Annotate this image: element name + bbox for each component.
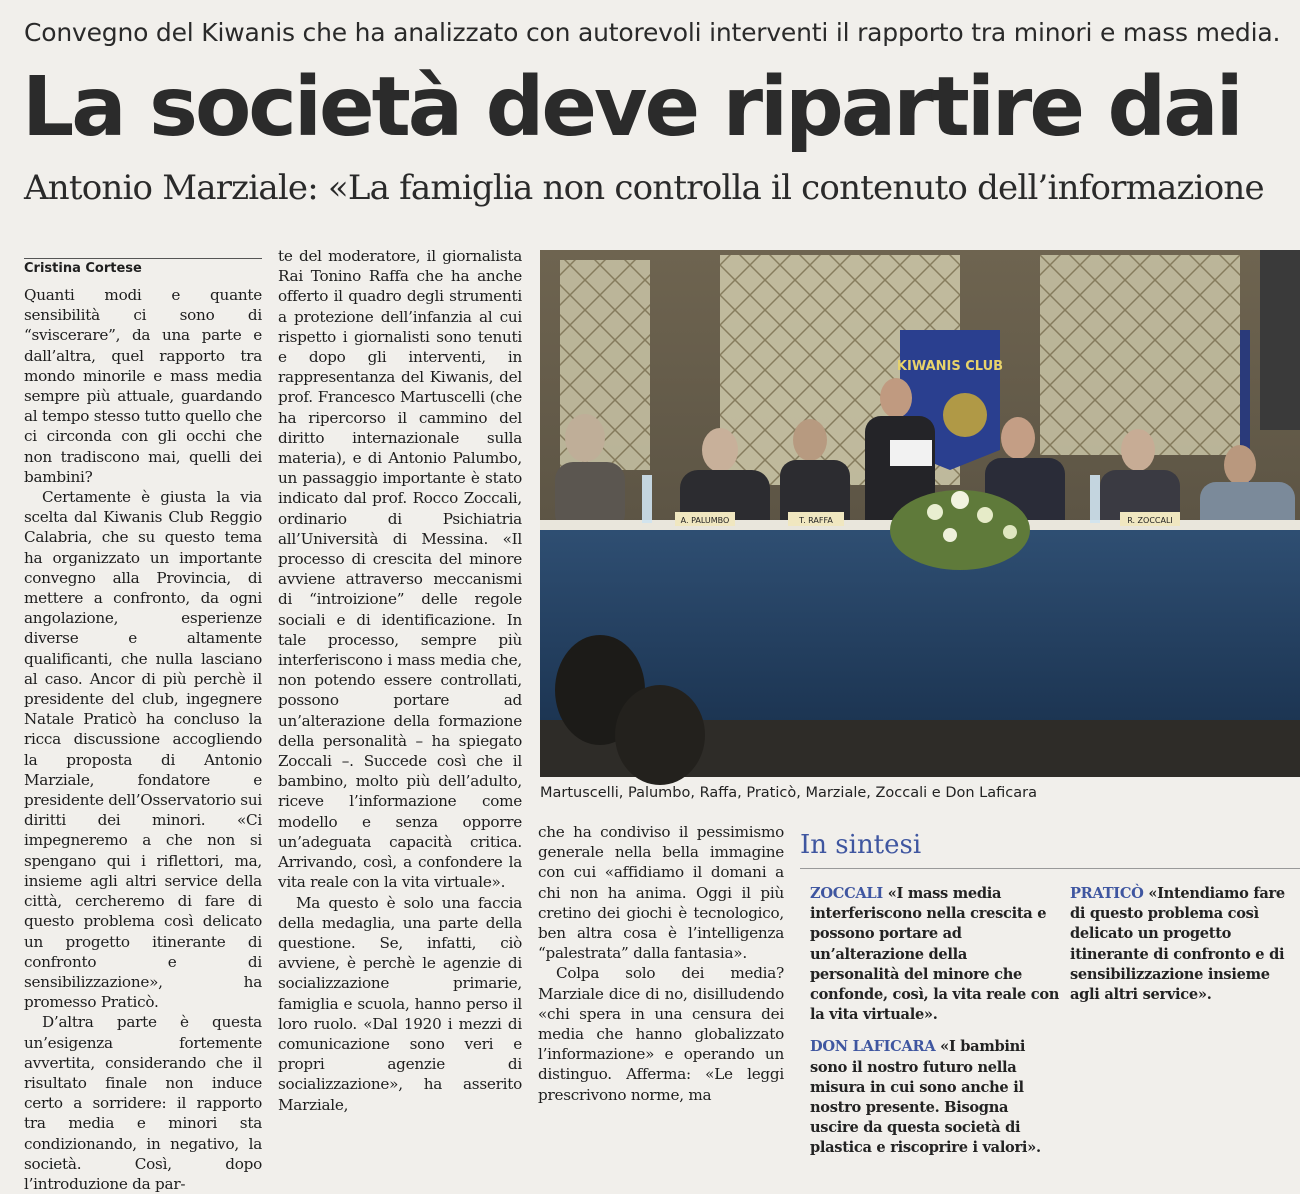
sintesi-speaker: PRATICÒ — [1070, 885, 1144, 902]
article-kicker: Convegno del Kiwanis che ha analizzato con autorevoli interventi il rapporto tra minori e mass media. — [24, 18, 1281, 47]
conference-photo — [540, 250, 1300, 777]
article-column-3 — [538, 822, 784, 1126]
byline: Cristina Cortese — [24, 258, 262, 276]
paragraph: Ma questo è solo una faccia della medaglia, una parte della questione. Se, infatti, ciò avviene, è perchè le agenzie di socializzazione primarie, famiglia e scuola, hanno perso il loro ruolo. «Dal 1920 i mezzi di comunicazione sono veri e propri agenzie di socializzazione», ha asserito Marziale, — [278, 893, 522, 1114]
sintesi-speaker: ZOCCALI — [810, 885, 883, 902]
banner-text: KIWANIS CLUB — [896, 359, 1004, 374]
flower-arrangement — [890, 490, 1030, 570]
article-headline: La società deve ripartire dai — [22, 60, 1241, 155]
article-subheadline: Antonio Marziale: «La famiglia non controlla il contenuto dell’informazione — [24, 168, 1264, 208]
article-column-2 — [278, 246, 522, 1126]
sintesi-item — [810, 884, 1060, 1025]
conference-photo-illustration — [540, 250, 1300, 777]
article-column-1 — [24, 285, 262, 1193]
sintesi-quote: «Intendiamo fare di questo problema così delicato un progetto itinerante di confronto e di sensibilizzazione insieme agli altri service». — [1070, 885, 1285, 1004]
sintesi-quote: «I bambini sono il nostro futuro nella misura in cui sono anche il nostro presente. Bisogna uscire da questa società di plastica e riscoprire i valori». — [810, 1038, 1041, 1157]
paragraph: Colpa solo dei media? Marziale dice di no, disilludendo «chi spera in una censura dei media che hanno globalizzato l’informazione» e operando un distinguo. Afferma: «Le leggi prescrivono norme, ma — [538, 964, 784, 1104]
sintesi-item — [810, 1037, 1060, 1158]
placard-palumbo: A. PALUMBO — [680, 516, 730, 525]
paragraph: te del moderatore, il giornalista Rai Tonino Raffa che ha anche offerto il quadro degli strumenti a protezione dell’infanzia al cui rispetto i giornalisti sono tenuti e dopo gli interventi, in rappresentanza del Kiwanis, del prof. Francesco Martuscelli (che ha ripercorso il cammino del diritto internazionale sulla materia), e di Antonio Palumbo, un passaggio importante è stato indicato dal prof. Rocco Zoccali, ordinario di Psichiatria all’Università di Messina. «Il processo di crescita del minore avviene attraverso meccanismi di “introizione” delle regole sociali e di identificazione. In tale processo, sempre più interferiscono i mass media che, non potendo essere controllati, possono portare ad un’alterazione della formazione della personalità – ha spiegato Zoccali –. Succede così che il bambino, molto più dell’adulto, riceve l’informazione come modello e senza opporre un’adeguata capacità critica. Arrivando, così, a confondere la vita reale con la vita virtuale». — [278, 247, 522, 892]
paragraph: Quanti modi e quante sensibilità ci sono di “sviscerare”, da una parte e dall’altra, quel rapporto tra mondo minorile e mass media sempre più attuale, guardando al tempo stesso tutto quello che ci circonda con gli occhi che non tradiscono mai, quelli dei bambini? — [24, 286, 262, 486]
sintesi-speaker: DON LAFICARA — [810, 1038, 936, 1056]
sintesi-column-1 — [810, 884, 1060, 1171]
sintesi-column-2 — [1070, 884, 1300, 1017]
paragraph: che ha condiviso il pessimismo generale nella bella immagine con cui «affidiamo il domani a chi non ha anima. Oggi il più cretino dei giochi è tecnologico, ben altra cosa è l’intelligenza “palestrata” dalla fantasia». — [538, 823, 784, 963]
sintesi-item — [1070, 884, 1300, 1005]
sintesi-divider — [800, 868, 1300, 869]
sintesi-title: In sintesi — [800, 830, 922, 860]
placard-raffa: T. RAFFA — [799, 516, 833, 525]
paragraph: D’altra parte è questa un’esigenza fortemente avvertita, considerando che il risultato finale non induce certo a sorridere: il rapporto tra media e minori sta condizionando, in negativo, la società. Così, dopo l’introduzione da par- — [24, 1013, 262, 1193]
paragraph: Certamente è giusta la via scelta dal Kiwanis Club Reggio Calabria, che su questo tema ha organizzato un importante convegno alla Provincia, di mettere a confronto, da ogni angolazione, esperienze diverse e altamente qualificanti, che nulla lasciano al caso. Ancor di più perchè il presidente del club, ingegnere Natale Praticò ha concluso la ricca discussione accogliendo la proposta di Antonio Marziale, fondatore e presidente dell’Osservatorio sui diritti dei minori. «Ci impegneremo a che non si spengano qui i riflettori, ma, insieme agli altri service della città, cercheremo di fare di questo problema così delicato un progetto itinerante di confronto e di sensibilizzazione», ha promesso Praticò. — [24, 488, 262, 1012]
placard-zoccali: R. ZOCCALI — [1127, 516, 1173, 525]
photo-caption: Martuscelli, Palumbo, Raffa, Praticò, Marziale, Zoccali e Don Laficara — [540, 785, 1037, 801]
sintesi-quote: «I mass media interferiscono nella crescita e possono portare ad un’alterazione della personalità del minore che confonde, così, la vita reale con la vita virtuale». — [810, 885, 1060, 1024]
